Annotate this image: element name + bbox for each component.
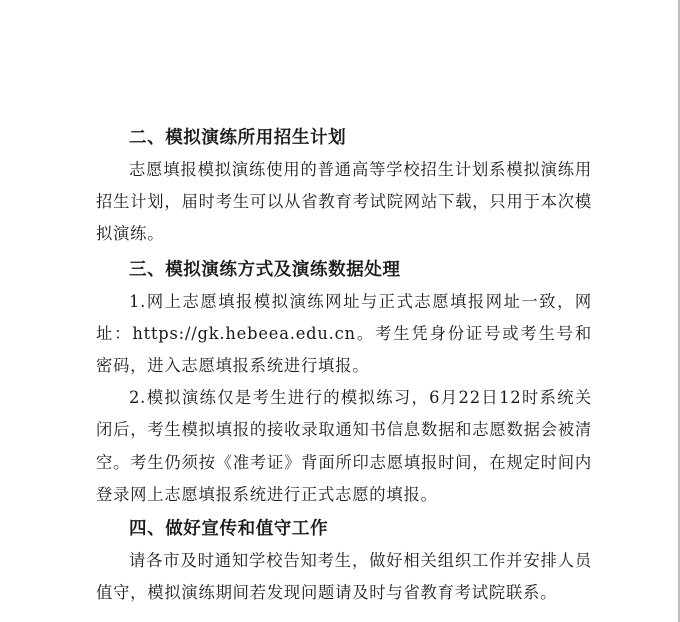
document-page — [96, 122, 592, 609]
section-publicity-paragraph: 请各市及时通知学校告知考生，做好相关组织工作并安排人员值守，模拟演练期间若发现问题请及时与省教育考试院联系。 — [96, 551, 592, 603]
section-method-paragraph-2: 2.模拟演练仅是考生进行的模拟练习，6月22日12时系统关闭后，考生模拟填报的接收录取通知书信息数据和志愿数据会被清空。考生仍须按《准考证》背面所印志愿填报时间，在规定时间内登录网上志愿填报系统进行正式志愿的填报。 — [96, 388, 592, 504]
section-heading-plan: 二、模拟演练所用招生计划 — [129, 128, 347, 148]
section-heading-method: 三、模拟演练方式及演练数据处理 — [129, 259, 401, 280]
section-method-paragraph-1: 1.网上志愿填报模拟演练网址与正式志愿填报网址一致，网址：https://gk.hebeea.edu.cn。考生凭身份证号或考生号和密码，进入志愿填报系统进行填报。 — [96, 291, 592, 376]
section-heading-publicity: 四、做好宣传和值守工作 — [129, 519, 329, 540]
section-plan-paragraph: 志愿填报模拟演练使用的普通高等学校招生计划系模拟演练用招生计划，届时考生可以从省教育考试院网站下载，只用于本次模拟演练。 — [96, 160, 592, 244]
